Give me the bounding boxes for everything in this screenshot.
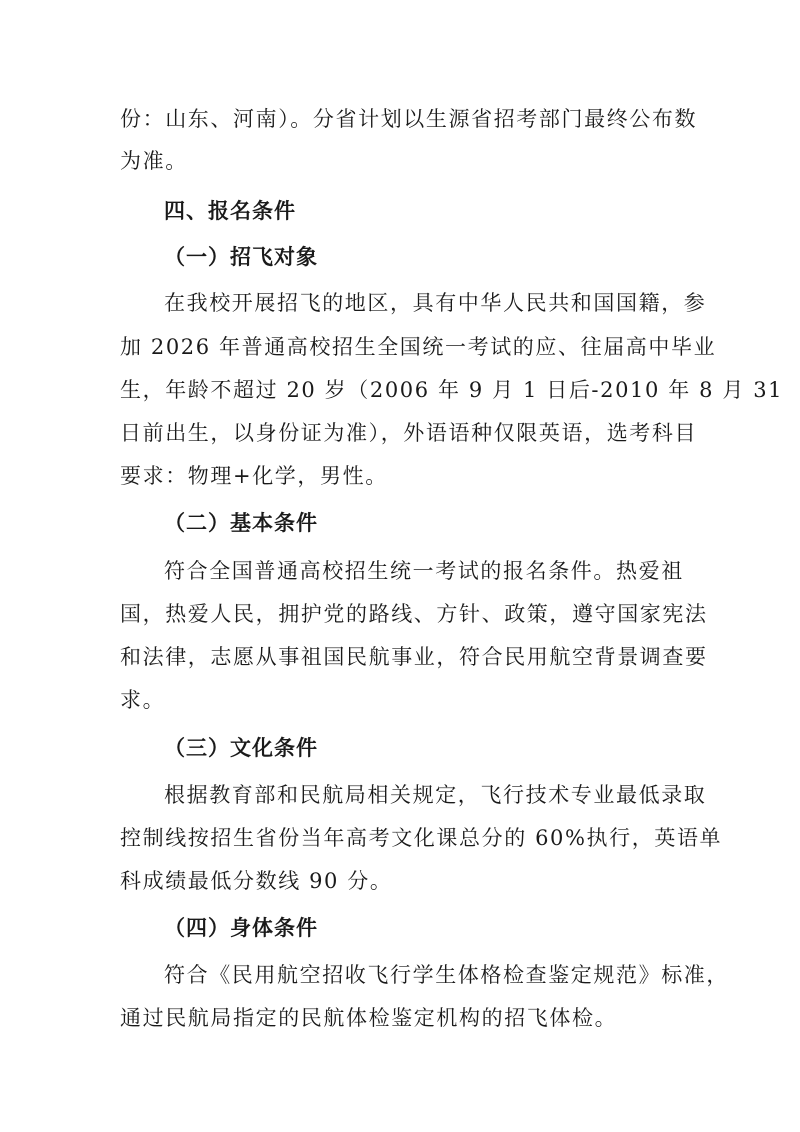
paragraph-line: 要求：物理+化学，男性。 [120,464,388,488]
paragraph-line: 符合《民用航空招收飞行学生体格检查鉴定规范》标准， [164,963,729,987]
paragraph-line: 和法律，志愿从事祖国民航事业，符合民用航空背景调查要 [120,645,708,669]
subsection-heading: （二）基本条件 [164,511,318,535]
section-heading: 四、报名条件 [164,199,296,223]
paragraph-line: 日前出生，以身份证为准），外语语种仅限英语，选考科目 [120,421,698,445]
subsection-heading: （三）文化条件 [164,736,318,760]
paragraph-line: 通过民航局指定的民航体检鉴定机构的招飞体检。 [120,1006,618,1030]
paragraph-line: 在我校开展招飞的地区，具有中华人民共和国国籍，参 [164,291,707,315]
paragraph-line: 生，年龄不超过 20 岁（2006 年 9 月 1 日后-2010 年 8 月 31 [120,378,784,402]
paragraph-line: 科成绩最低分数线 90 分。 [120,869,393,893]
paragraph-line: 国，热爱人民，拥护党的路线、方针、政策，遵守国家宪法 [120,602,708,626]
subsection-heading: （一）招飞对象 [164,245,318,269]
paragraph-line: 求。 [120,688,166,712]
paragraph-line: 份：山东、河南）。分省计划以生源省招考部门最终公布数 [120,107,698,131]
subsection-heading: （四）身体条件 [164,916,318,940]
paragraph-line: 为准。 [120,149,188,173]
paragraph-line: 控制线按招生省份当年高考文化课总分的 60%执行，英语单 [120,826,723,850]
paragraph-line: 根据教育部和民航局相关规定，飞行技术专业最低录取 [164,783,707,807]
paragraph-line: 加 2026 年普通高校招生全国统一考试的应、往届高中毕业 [120,335,717,359]
paragraph-line: 符合全国普通高校招生统一考试的报名条件。热爱祖 [164,559,684,583]
